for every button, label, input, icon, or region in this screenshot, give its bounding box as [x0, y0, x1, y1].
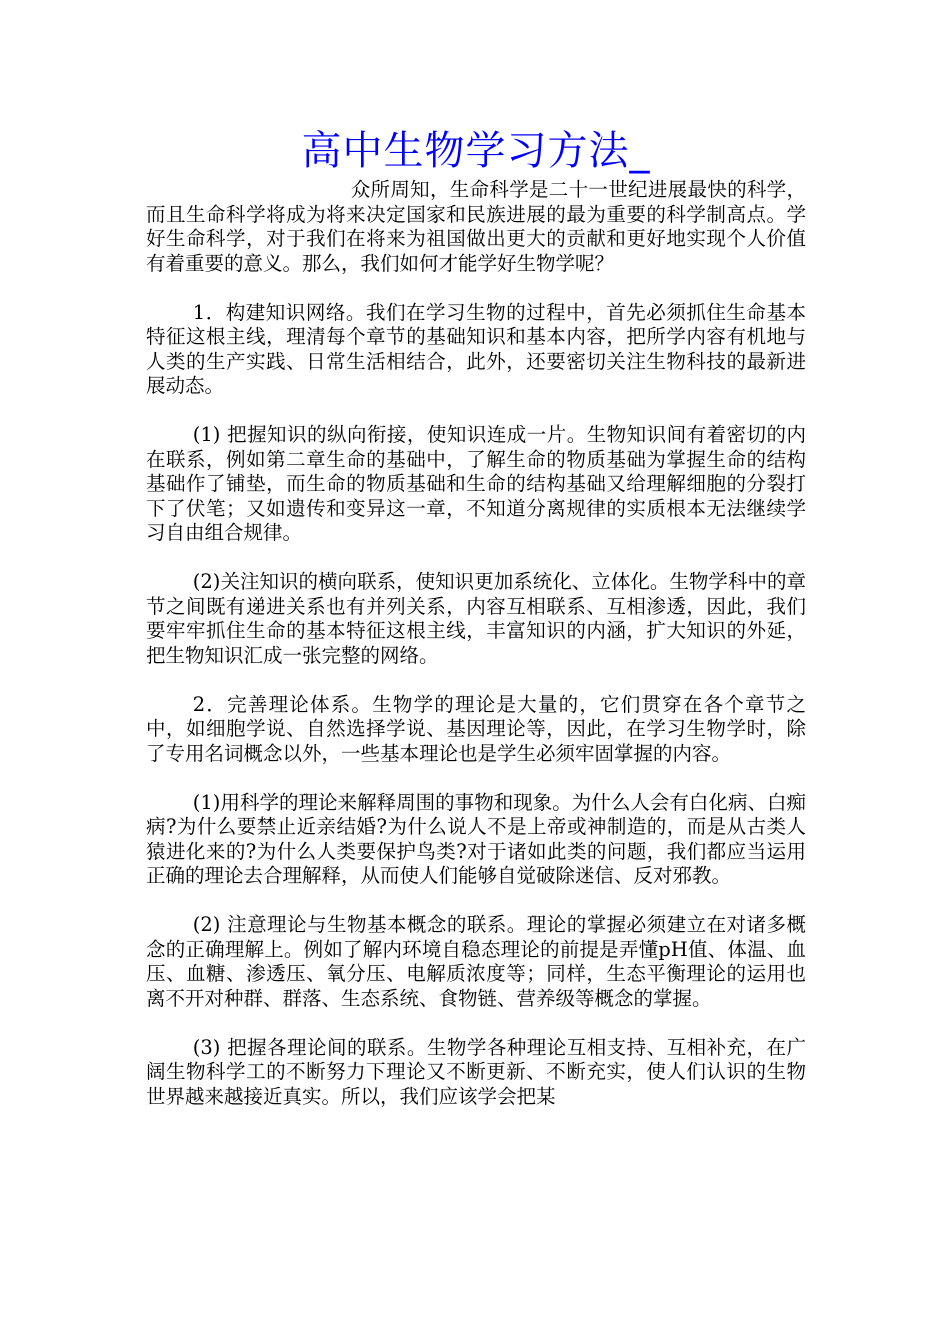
paragraph-spacer: [146, 668, 806, 693]
paragraph-section-1-item-1: (1) 把握知识的纵向衔接，使知识连成一片。生物知识间有着密切的内在联系，例如第二章生命的基础中，了解生命的物质基础为掌握生命的结构基础作了铺垫，而生命的物质基础和生命的结构基础又给理解细胞的分裂打下了伏笔；又如遗传和变异这一章，不知道分离规律的实质根本无法继续学习自由组合规律。: [146, 423, 806, 544]
paragraph-spacer: [146, 276, 806, 301]
document-page: [146, 124, 806, 1109]
paragraph-intro: 众所周知，生命科学是二十一世纪进展最快的科学，而且生命科学将成为将来决定国家和民族进展的最为重要的科学制高点。学好生命科学，对于我们在将来为祖国做出更大的贡献和更好地实现个人价值有着重要的意义。那么，我们如何才能学好生物学呢？: [146, 178, 806, 275]
document-title: 高中生物学习方法_: [301, 128, 651, 174]
paragraph-section-1: 1．构建知识网络。我们在学习生物的过程中，首先必须抓住生命基本特征这根主线，理清每个章节的基础知识和基本内容，把所学内容有机地与人类的生产实践、日常生活相结合，此外，还要密切关注生物科技的最新进展动态。: [146, 300, 806, 397]
paragraph-spacer: [146, 546, 806, 571]
paragraph-section-2: 2．完善理论体系。生物学的理论是大量的，它们贯穿在各个章节之中，如细胞学说、自然选择学说、基因理论等，因此，在学习生物学时，除了专用名词概念以外，一些基本理论也是学生必须牢固掌握的内容。: [146, 692, 806, 765]
paragraph-section-1-item-2: (2)关注知识的横向联系，使知识更加系统化、立体化。生物学科中的章节之间既有递进关系也有并列关系，内容互相联系、互相渗透，因此，我们要牢牢抓住生命的基本特征这根主线，丰富知识的内涵，扩大知识的外延，把生物知识汇成一张完整的网络。: [146, 570, 806, 667]
paragraph-spacer: [146, 399, 806, 424]
paragraph-spacer: [146, 889, 806, 914]
paragraph-section-2-item-3: (3) 把握各理论间的联系。生物学各种理论互相支持、互相补充，在广阔生物科学工的不断努力下理论又不断更新、不断充实，使人们认识的生物世界越来越接近真实。所以，我们应该学会把某: [146, 1035, 806, 1108]
paragraph-section-2-item-1: (1)用科学的理论来解释周围的事物和现象。为什么人会有白化病、白痴病?为什么要禁止近亲结婚?为什么说人不是上帝或神制造的，而是从古类人猿进化来的?为什么人类要保护鸟类?对于诸如此类的问题，我们都应当运用正确的理论去合理解释，从而使人们能够自觉破除迷信、反对邪教。: [146, 790, 806, 887]
paragraph-spacer: [146, 1011, 806, 1036]
paragraph-spacer: [146, 766, 806, 791]
paragraph-section-2-item-2: (2) 注意理论与生物基本概念的联系。理论的掌握必须建立在对诸多概念的正确理解上。例如了解内环境自稳态理论的前提是弄懂pH值、体温、血压、血糖、渗透压、氧分压、电解质浓度等；同样，生态平衡理论的运用也离不开对种群、群落、生态系统、食物链、营养级等概念的掌握。: [146, 913, 806, 1010]
